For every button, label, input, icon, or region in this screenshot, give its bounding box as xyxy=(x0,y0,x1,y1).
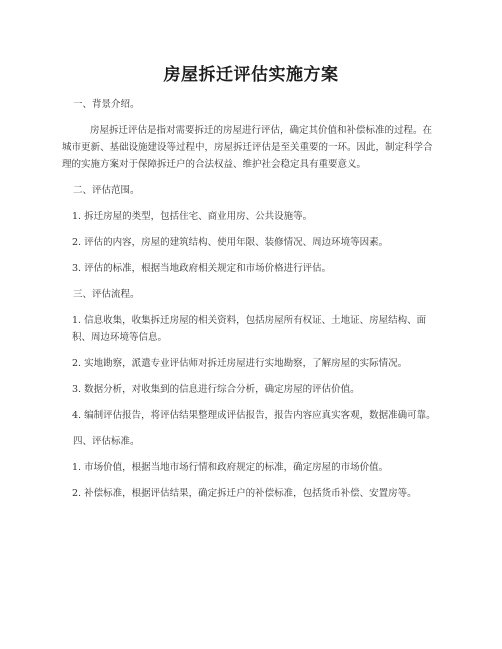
section-heading-standards: 四、评估标准。 xyxy=(73,436,140,447)
scope-item-1: 1. 拆迁房屋的类型，包括住宅、商业用房、公共设施等。 xyxy=(72,211,313,222)
standards-item-1: 1. 市场价值，根据当地市场行情和政府规定的标准，确定房屋的市场价值。 xyxy=(72,462,389,473)
section-heading-background: 一、背景介绍。 xyxy=(73,99,140,110)
paragraph-background: 房屋拆迁评估是指对需要拆迁的房屋进行评估，确定其价值和补偿标准的过程。在城市更新、基础设施建设等过程中，房屋拆迁评估是至关重要的一环。因此，制定科学合理的实施方案对于保障拆迁户的合法权益、维护社会稳定具有重要意义。 xyxy=(62,125,433,170)
standards-item-2: 2. 补偿标准，根据评估结果，确定拆迁户的补偿标准，包括货币补偿、安置房等。 xyxy=(72,488,417,499)
document-title: 房屋拆迁评估实施方案 xyxy=(163,65,339,85)
process-item-1: 1. 信息收集，收集拆迁房屋的相关资料，包括房屋所有权证、土地证、房屋结构、面积、周边环境等信息。 xyxy=(72,315,427,343)
process-item-2: 2. 实地勘察，派遣专业评估师对拆迁房屋进行实地勘察，了解房屋的实际情况。 xyxy=(72,358,408,369)
section-heading-process: 三、评估流程。 xyxy=(73,289,140,300)
scope-item-2: 2. 评估的内容，房屋的建筑结构、使用年限、装修情况、周边环境等因素。 xyxy=(72,237,389,248)
scope-item-3: 3. 评估的标准，根据当地政府相关规定和市场价格进行评估。 xyxy=(72,263,332,274)
document-body xyxy=(62,96,440,509)
process-item-3: 3. 数据分析，对收集到的信息进行综合分析，确定房屋的评估价值。 xyxy=(72,384,360,395)
process-item-4: 4. 编制评估报告，将评估结果整理成评估报告，报告内容应真实客观，数据准确可靠。 xyxy=(72,410,436,421)
section-heading-scope: 二、评估范围。 xyxy=(73,185,140,196)
